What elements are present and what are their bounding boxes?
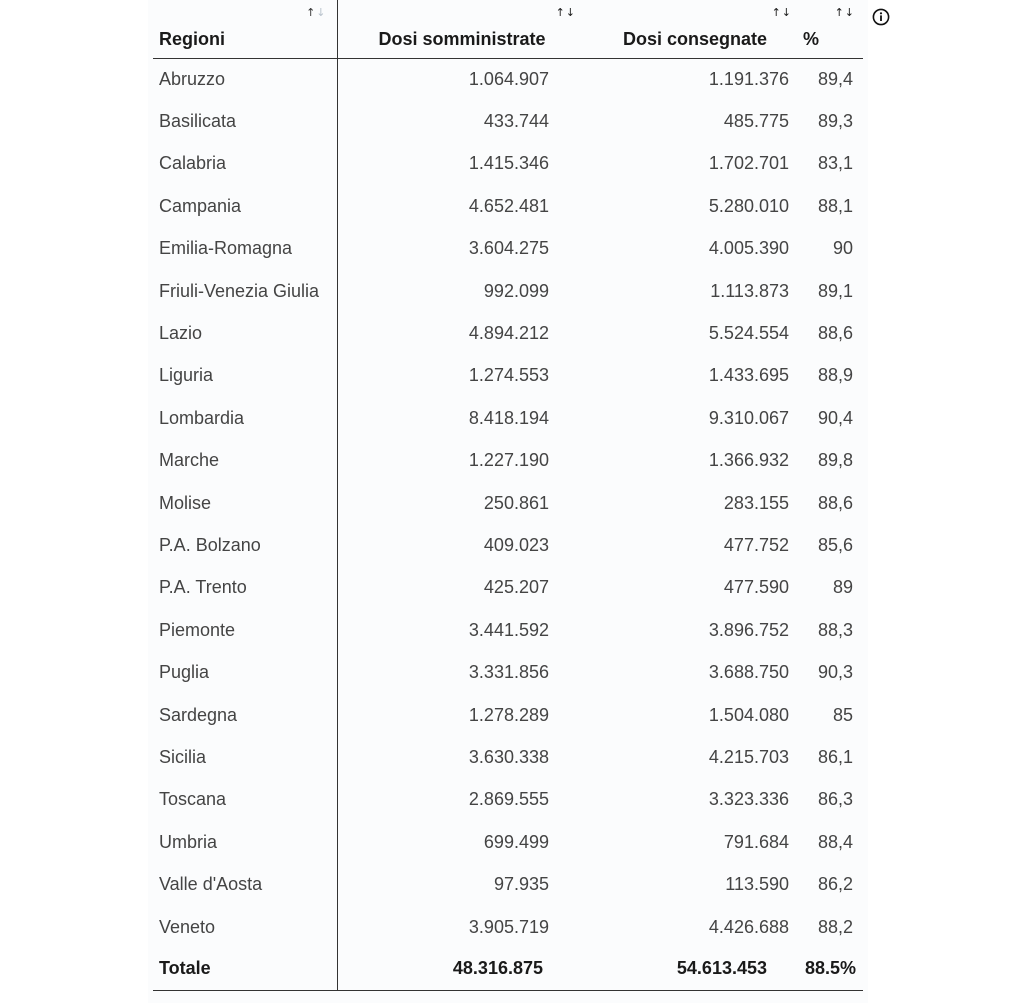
table-row bbox=[153, 906, 863, 948]
column-header-regioni[interactable] bbox=[153, 0, 337, 58]
total-percent: 88.5% bbox=[794, 948, 863, 990]
region-cell: Sardegna bbox=[153, 694, 337, 736]
delivered-cell: 1.191.376 bbox=[708, 68, 789, 89]
column-header-percent[interactable] bbox=[794, 0, 863, 58]
percent-cell: 89,4 bbox=[817, 68, 853, 89]
table-row bbox=[153, 694, 863, 736]
region-cell: Sicilia bbox=[153, 736, 337, 778]
administered-cell: 409.023 bbox=[483, 534, 549, 555]
table-row bbox=[153, 482, 863, 524]
table-row bbox=[153, 651, 863, 693]
administered-cell: 3.604.275 bbox=[468, 238, 549, 259]
info-icon[interactable] bbox=[872, 8, 890, 26]
percent-cell: 86,1 bbox=[817, 746, 853, 767]
percent-cell: 88,6 bbox=[817, 323, 853, 344]
table-row bbox=[153, 397, 863, 439]
administered-cell: 3.905.719 bbox=[468, 916, 549, 937]
delivered-cell: 477.752 bbox=[723, 534, 789, 555]
region-cell: Basilicata bbox=[153, 100, 337, 142]
region-cell: Toscana bbox=[153, 779, 337, 821]
administered-cell: 1.415.346 bbox=[468, 153, 549, 174]
percent-cell: 90 bbox=[832, 238, 853, 259]
administered-cell: 1.278.289 bbox=[468, 704, 549, 725]
delivered-cell: 4.005.390 bbox=[708, 238, 789, 259]
region-cell: Veneto bbox=[153, 906, 337, 948]
administered-cell: 992.099 bbox=[483, 280, 549, 301]
delivered-cell: 1.433.695 bbox=[708, 365, 789, 386]
administered-cell: 3.441.592 bbox=[468, 619, 549, 640]
delivered-cell: 5.524.554 bbox=[708, 323, 789, 344]
delivered-cell: 9.310.067 bbox=[708, 407, 789, 428]
delivered-cell: 4.426.688 bbox=[708, 916, 789, 937]
administered-cell: 97.935 bbox=[493, 874, 549, 895]
table-row bbox=[153, 779, 863, 821]
delivered-cell: 477.590 bbox=[723, 577, 789, 598]
region-cell: Campania bbox=[153, 185, 337, 227]
administered-cell: 699.499 bbox=[483, 831, 549, 852]
total-label: Totale bbox=[153, 948, 337, 990]
column-header-label: Regioni bbox=[159, 28, 225, 49]
table-row bbox=[153, 185, 863, 227]
delivered-cell: 1.366.932 bbox=[708, 450, 789, 471]
delivered-cell: 1.113.873 bbox=[710, 280, 789, 301]
percent-cell: 90,3 bbox=[817, 662, 853, 683]
percent-cell: 88,9 bbox=[817, 365, 853, 386]
table-row bbox=[153, 524, 863, 566]
region-cell: Puglia bbox=[153, 651, 337, 693]
administered-cell: 1.227.190 bbox=[468, 450, 549, 471]
percent-cell: 86,3 bbox=[817, 789, 853, 810]
region-cell: P.A. Trento bbox=[153, 567, 337, 609]
total-administered: 48.316.875 bbox=[337, 948, 584, 990]
table-body bbox=[153, 58, 863, 948]
region-cell: Marche bbox=[153, 440, 337, 482]
percent-cell: 83,1 bbox=[817, 153, 853, 174]
delivered-cell: 3.896.752 bbox=[708, 619, 789, 640]
administered-cell: 8.418.194 bbox=[468, 407, 549, 428]
table-row bbox=[153, 143, 863, 185]
region-cell: Lombardia bbox=[153, 397, 337, 439]
percent-cell: 88,4 bbox=[817, 831, 853, 852]
region-cell: Friuli-Venezia Giulia bbox=[153, 270, 337, 312]
region-cell: P.A. Bolzano bbox=[153, 524, 337, 566]
region-cell: Lazio bbox=[153, 312, 337, 354]
administered-cell: 1.274.553 bbox=[468, 365, 549, 386]
percent-cell: 85,6 bbox=[817, 534, 853, 555]
table-header-row bbox=[153, 0, 863, 58]
delivered-cell: 283.155 bbox=[723, 492, 789, 513]
table-row bbox=[153, 863, 863, 905]
administered-cell: 3.630.338 bbox=[468, 746, 549, 767]
table-row bbox=[153, 567, 863, 609]
table-row bbox=[153, 100, 863, 142]
percent-cell: 85 bbox=[832, 704, 853, 725]
administered-cell: 3.331.856 bbox=[468, 662, 549, 683]
table-row bbox=[153, 270, 863, 312]
percent-cell: 88,2 bbox=[817, 916, 853, 937]
sort-icon[interactable]: ↑↓ bbox=[555, 6, 576, 19]
sort-icon[interactable]: ↑↓ bbox=[306, 6, 327, 19]
total-delivered: 54.613.453 bbox=[584, 948, 794, 990]
percent-cell: 88,6 bbox=[817, 492, 853, 513]
percent-cell: 86,2 bbox=[817, 874, 853, 895]
administered-cell: 433.744 bbox=[483, 111, 549, 132]
sort-icon[interactable]: ↑↓ bbox=[771, 6, 792, 19]
table-row bbox=[153, 312, 863, 354]
administered-cell: 4.894.212 bbox=[468, 323, 549, 344]
administered-cell: 4.652.481 bbox=[468, 195, 549, 216]
region-cell: Calabria bbox=[153, 143, 337, 185]
table-row bbox=[153, 736, 863, 778]
delivered-cell: 791.684 bbox=[723, 831, 789, 852]
table-row bbox=[153, 58, 863, 100]
administered-cell: 250.861 bbox=[483, 492, 549, 513]
administered-cell: 2.869.555 bbox=[468, 789, 549, 810]
percent-cell: 88,1 bbox=[817, 195, 853, 216]
column-header-label: Dosi somministrate bbox=[378, 28, 546, 49]
percent-cell: 89,8 bbox=[817, 450, 853, 471]
column-header-dosi-somministrate[interactable] bbox=[337, 0, 584, 58]
table-row bbox=[153, 440, 863, 482]
delivered-cell: 5.280.010 bbox=[708, 195, 789, 216]
vaccine-doses-table bbox=[153, 0, 863, 991]
percent-cell: 90,4 bbox=[817, 407, 853, 428]
administered-cell: 1.064.907 bbox=[468, 68, 549, 89]
table-row bbox=[153, 609, 863, 651]
region-cell: Liguria bbox=[153, 355, 337, 397]
sort-icon[interactable]: ↑↓ bbox=[834, 6, 855, 19]
region-cell: Molise bbox=[153, 482, 337, 524]
column-header-dosi-consegnate[interactable] bbox=[584, 0, 794, 58]
total-row bbox=[153, 948, 863, 990]
percent-cell: 89 bbox=[832, 577, 853, 598]
delivered-cell: 3.688.750 bbox=[708, 662, 789, 683]
delivered-cell: 113.590 bbox=[725, 874, 789, 895]
delivered-cell: 1.702.701 bbox=[708, 153, 789, 174]
region-cell: Piemonte bbox=[153, 609, 337, 651]
administered-cell: 425.207 bbox=[483, 577, 549, 598]
delivered-cell: 1.504.080 bbox=[708, 704, 789, 725]
region-cell: Valle d'Aosta bbox=[153, 863, 337, 905]
delivered-cell: 4.215.703 bbox=[708, 746, 789, 767]
percent-cell: 88,3 bbox=[817, 619, 853, 640]
region-cell: Umbria bbox=[153, 821, 337, 863]
delivered-cell: 485.775 bbox=[723, 111, 789, 132]
delivered-cell: 3.323.336 bbox=[708, 789, 789, 810]
region-cell: Emilia-Romagna bbox=[153, 228, 337, 270]
table-row bbox=[153, 228, 863, 270]
column-header-label: Dosi consegnate bbox=[623, 28, 768, 49]
column-header-label: % bbox=[803, 28, 820, 49]
percent-cell: 89,3 bbox=[817, 111, 853, 132]
table-row bbox=[153, 821, 863, 863]
region-cell: Abruzzo bbox=[153, 58, 337, 100]
percent-cell: 89,1 bbox=[817, 280, 853, 301]
table-row bbox=[153, 355, 863, 397]
